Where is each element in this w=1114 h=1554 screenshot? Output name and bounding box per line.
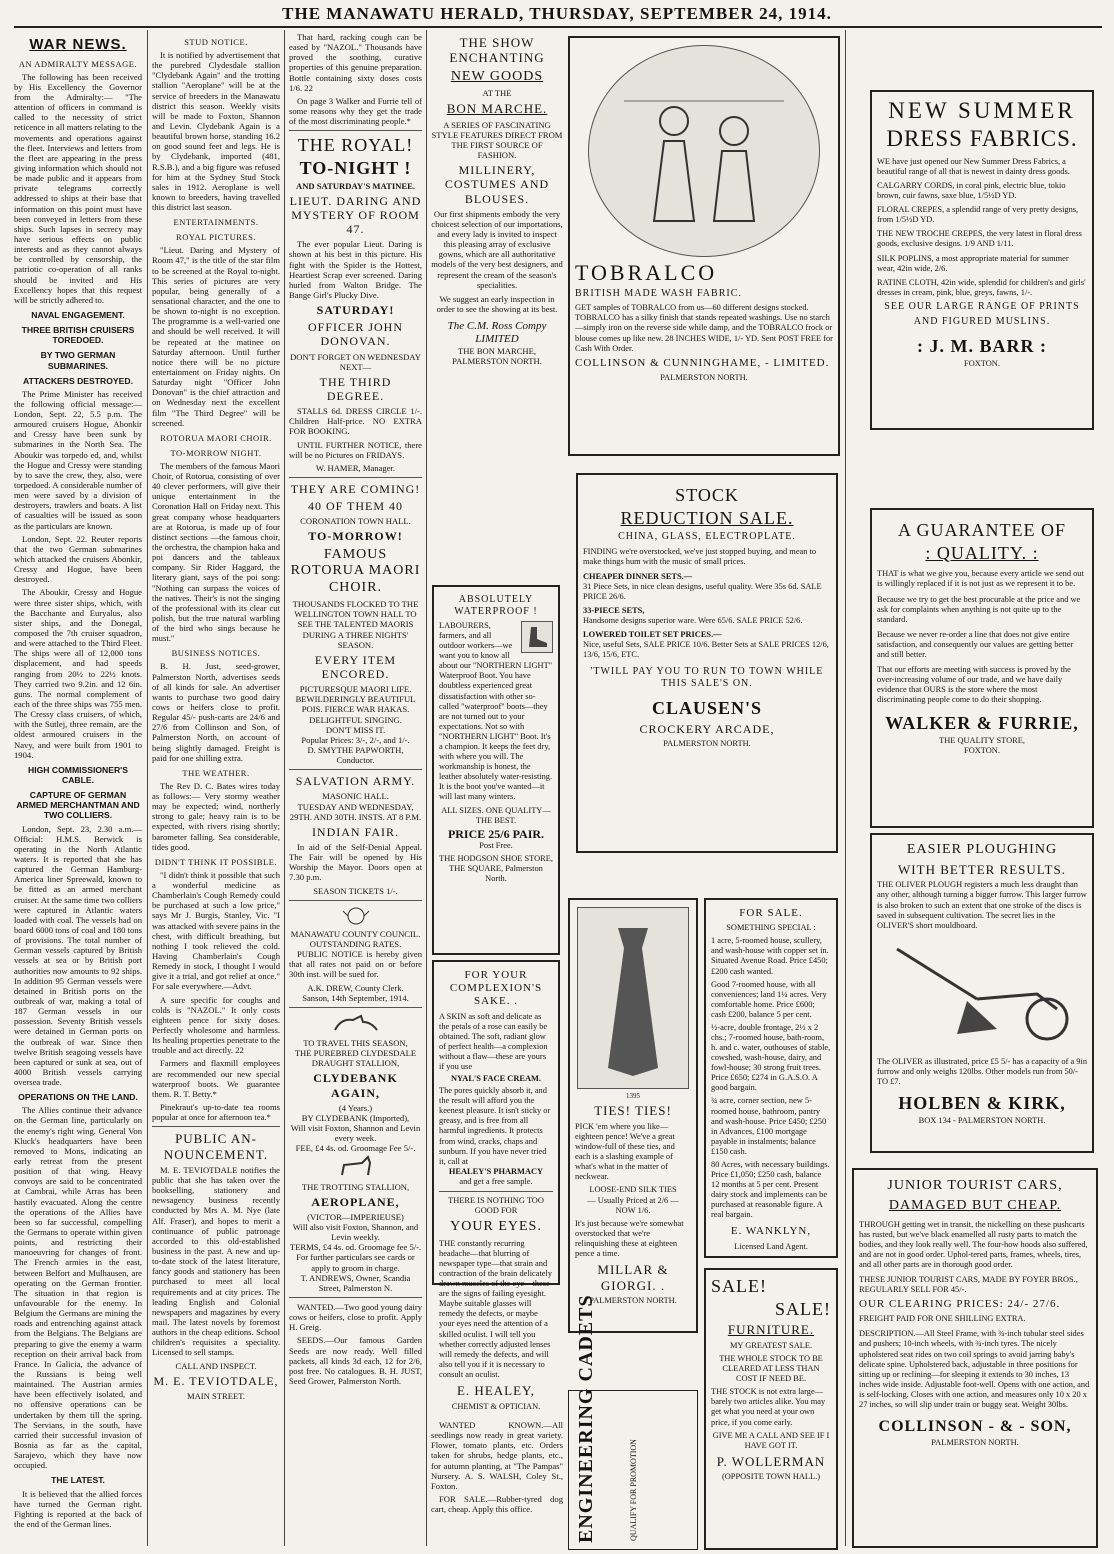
these-cars: THESE JUNIOR TOURIST CARS, MADE BY FOYER BROS., REGULARLY SELL FOR 45/-.: [859, 1274, 1078, 1295]
freight: FREIGHT PAID FOR ONE SHILLING EXTRA.: [859, 1314, 1026, 1324]
sanson-date: Sanson, 14th September, 1914.: [302, 992, 409, 1003]
cadets-sub: QUALIFY FOR PROMOTION: [629, 1439, 638, 1541]
tobralco-ad: [568, 36, 840, 456]
drew: A.K. DREW, County Clerk.: [307, 982, 404, 993]
whole-stock: THE WHOLE STOCK TO BE CLEARED AT LESS THAN COST IF NEED BE.: [719, 1354, 823, 1384]
saturday: SATURDAY!: [316, 303, 395, 318]
twill-pay: 'TWILL PAY YOU TO RUN TO TOWN WHILE THIS SALE'S ON.: [590, 666, 824, 690]
palmerston-north: PALMERSTON NORTH.: [589, 1296, 677, 1306]
smythe: D. SMYTHE PAPWORTH, Conductor.: [307, 745, 404, 766]
stud-heading: STUD NOTICE.: [184, 37, 248, 47]
box-134: BOX 134 - PALMERSTON NORTH.: [918, 1115, 1046, 1125]
stock-reduction-ad: [576, 473, 838, 853]
column-war-news: [14, 32, 142, 1548]
collinson-son: COLLINSON - & - SON,: [878, 1418, 1072, 1436]
walker-furrie: WALKER & FURRIE,: [885, 713, 1079, 734]
junior-tourist: JUNIOR TOURIST CARS,: [887, 1178, 1063, 1193]
officer-donovan: OFFICER JOHN DONOVAN.: [307, 320, 403, 349]
season-tickets: SEASON TICKETS 1/-.: [313, 885, 398, 896]
crest-icon: [289, 905, 422, 929]
waterproof-boot-ad: [432, 585, 560, 955]
wollerman: P. WOLLERMAN: [716, 1453, 826, 1469]
give-call: GIVE ME A CALL AND SEE IF I HAVE GOT IT.: [712, 1430, 830, 1450]
ties-title: TIES! TIES!: [594, 1103, 672, 1119]
masthead-rule: [14, 26, 1102, 28]
travel: TO TRAVEL THIS SEASON,: [303, 1038, 408, 1048]
e-healey: E. HEALEY,: [456, 1382, 535, 1398]
jm-barr: : J. M. BARR :: [917, 335, 1047, 356]
wanted-cows: WANTED.—Two good young dairy cows or heifers, close to profit. Apply H. Greig.: [289, 1302, 422, 1333]
dog-cart: FOR SALE.—Rubber-tyred dog cart, cheap. Apply this office.: [431, 1493, 563, 1515]
tourist-cars-ad: [852, 1168, 1098, 1548]
cadets-title: ENGINEERING CADETS: [575, 1294, 597, 1543]
ratine: RATINE CLOTH, 42in wide, splendid for children's and girls' dresses in cream, pink, blue, greys, fawns, 1/-.: [877, 277, 1086, 297]
tie-number: 1395: [626, 1092, 640, 1100]
forty: 40 OF THEM 40: [307, 499, 404, 514]
hodgson-store: THE HODGSON SHOE STORE, THE SQUARE, Palmerston North.: [439, 854, 553, 884]
divider: [289, 769, 422, 770]
war-news-heading: WAR NEWS.: [29, 36, 127, 53]
submarines-heading: BY TWO GERMAN SUBMARINES.: [40, 350, 116, 371]
daring-text: The ever popular Lieut. Daring is shown at his best in this picture. His fight with the Spider is the Hottest, Heartiest Scrap ever screened. Daring hurled from Walton Bridge. The Bange Girl's Plucky Dive.: [289, 239, 422, 300]
nyal-text: The pores quickly absorb it, and the result will afford you the keenest pleasure. It isn't sticky or greasy, and is free from all harmful ingredients. It protects from wind, cracks, chaps and sunburn. If you have never tried it, call at: [439, 1086, 551, 1166]
listing: 80 Acres, with necessary buildings. Price £1,050; £250 cash, balance 12 months at 5 per cent. Present dairy stock and implements can be purchased at reasonable figure. A real bargain.: [711, 1159, 830, 1220]
nothing-too-good: THERE IS NOTHING TOO GOOD FOR: [448, 1195, 544, 1215]
chemist: CHEMIST & OPTICIAN.: [451, 1401, 541, 1411]
now-price: NOW 1/6.: [615, 1205, 651, 1215]
nazol-text: A sure specific for coughs and colds is "NAZOL." It only costs eighteen pence for sixty doses. Perfectly wholesome and harmless. Its healing properties penetrate to the trouble and act directly. 22: [152, 994, 280, 1056]
land-agent: Licensed Land Agent.: [734, 1241, 808, 1251]
china-glass: CHINA, GLASS, ELECTROPLATE.: [618, 531, 796, 543]
your-eyes: YOUR EYES.: [450, 1219, 542, 1235]
finding-text: FINDING we're overstocked, we've just stopped buying, and mean to make things hum with the music of small prices.: [583, 547, 817, 567]
millinery: MILLINERY, COSTUMES AND BLOUSES.: [444, 163, 550, 206]
divider: [289, 477, 422, 478]
coming: THEY ARE COMING!: [290, 482, 421, 496]
maori-text: The members of the famous Maori Choir, of Rotorua, consisting of over 40 clever performers, will give their unique entertainment in the Coronation Hall on Friday next. This great company whose headquarters are at Rotorua, is made up of four distinct sections —the famous choir, the orchestra, the champion haka and poi dancers and the tableaux company. Sir Rider Haggard, the literary giant, says of the poi song: "Nothing can surpass the voices of the natives. Their's is not the singing of the professional with its clear cut polish, but the true natural warbling of the bird who sings because he must.": [152, 460, 280, 644]
horses-icon: [289, 1012, 422, 1038]
troche: THE NEW TROCHE CREPES, the very latest in floral dress goods, exclusive designs. 1/9 AND 1/11.: [877, 229, 1082, 249]
quality: : QUALITY. :: [925, 542, 1039, 563]
at-the: AT THE: [482, 88, 512, 99]
terms: TERMS, £4 4s. od. Groomage fee 5/-.: [289, 1242, 422, 1253]
capture-text: London, Sept. 23, 2.30 a.m.— Official: H.M.S. Berwick is operating in the North Atlantic waters. It is reported that she has captured the German Hamburg-America liner Spreewald, known to be fitted as an armed merchant cruiser. At the same time two colliers were captured in Atlantic waters loaded with coal. The vessels had on board 6000 tons of coal and 180 tons of provisions. The total number of German vessels captured by British vessels at sea or by British port authorities now amounts to 92 ships. In addition 95 German vessels were detained in British ports on the outbreak of war, making a total of 187 German vessels in our possession. Seventy British vessels were detained in German ports on the outbreak of war. Since then twelve British seagoing vessels have been captured or sunk at sea, out of 4000 British vessels carrying oversea trade.: [14, 823, 142, 1088]
tobralco-text: GET samples of TOBRALCO from us—60 different designs stocked. TOBRALCO has a silky finish that stands repeated washings. Use no starch—simply iron on the reverse side while damp, and the TOBRALCO frock or blouse comes up like new. 28 INCHES WIDE, 1/- YD. Sent POST FREE for Cash With Order.: [575, 303, 833, 353]
foxton: FOXTON.: [964, 746, 1000, 756]
divider: [289, 1297, 422, 1298]
piece-33-text: Handsome designs superior ware. Were 65/6. SALE PRICE 52/6.: [583, 615, 803, 625]
until-notice: UNTIL FURTHER NOTICE, there will be no Pictures on FRIDAYS.: [289, 439, 422, 460]
cough-text: That hard, racking cough can be eased by "NAZOL." Thousands have proved the soothing, curative properties of this genuine preparation. Bottle containing sixty doses costs 1/6. 22: [289, 32, 422, 93]
tea-text: Pinekraut's up-to-date tea rooms popular at once for afternoon tea.*: [152, 1101, 280, 1123]
dinner-sets: CHEAPER DINNER SETS.—: [583, 571, 693, 581]
daring-title: LIEUT. DARING AND MYSTERY OF ROOM 47.: [289, 193, 422, 237]
boot-price: PRICE 25/6 PAIR.: [447, 826, 545, 841]
dont-forget: DON'T FORGET ON WEDNESDAY NEXT—: [290, 351, 421, 372]
indian-fair: INDIAN FAIR.: [311, 824, 400, 839]
floral: FLORAL CREPES, a splendid range of very pretty designs, from 1/5½D YD.: [877, 205, 1079, 225]
bon-address: THE BON MARCHE, PALMERSTON NORTH.: [452, 346, 542, 367]
opposite-town-hall: (OPPOSITE TOWN HALL.): [721, 1472, 821, 1482]
fee-1: FEE, £4 4s. od. Groomage Fee 5/-.: [295, 1143, 416, 1154]
operations-text: The Allies continue their advance on the German line, particularly on the enemy's right wing. General Von Kluck's headquarters have been removed to Mons, indicating an early retreat from the present position of that wing. Heavy convoys are said to be concentrated at Cambrai, while Arras has been hastily evacuated. Along the centre the operations of the Allies have been so far successful, compelling the Germans to operate within given points, and restricting their manoeuvring for changes of front. The French armies in the east, between Belfort and Mulhausen, are operating on the German frontier. The situation in that region is unfavourable for the enemy. In Belgium the Germans are mining the roads and entrenching against attack from the Belgians. The Belgians are preparing to give the enemy a warm reception on their arrival back from France. In Galicia, the advance of the Russians is being well maintained. The Austrian armies have been effectively isolated, and no offensive operations can be undertaken by them till the spring. The Servians, in the south, have carried their successful invasion of Bosnia as far as the capital, Sarajevo, which they have now occupied.: [14, 1105, 142, 1471]
tomorrow-night-heading: TO-MORROW NIGHT.: [170, 447, 262, 458]
new-goods: NEW GOODS: [450, 68, 544, 84]
column-entertainment-ads: [289, 32, 422, 1548]
stalls: STALLS 6d. DRESS CIRCLE 1/-. Children Half-price. NO EXTRA FOR BOOKING.: [289, 406, 422, 437]
naval-heading: NAVAL ENGAGEMENT.: [31, 309, 125, 320]
foxton: FOXTON.: [964, 358, 1000, 368]
operations-heading: OPERATIONS ON THE LAND.: [18, 1092, 138, 1103]
furniture-sale-ad: [704, 1268, 838, 1550]
purebred: THE PUREBRED CLYDESDALE DRAUGHT STALLION,: [294, 1048, 417, 1069]
dress-fabrics: DRESS FABRICS.: [886, 126, 1078, 152]
column-rule: [426, 30, 427, 1546]
bon-marche: BON MARCHE.: [446, 101, 548, 117]
for-sale-title: FOR SALE.: [739, 907, 803, 919]
didnt-text: "I didn't think it possible that such a wonderful medicine as Chamberlain's Cough Remedy could be purchased at such a low price," says Mr J. Burgis, Stanley, Vic. "I was attacked with severe pains in the chest, with difficult breathing, but nothing I took relieved the cold. Having Chamberlain's Cough Remedy in stock, I thought I would give it a trial, and got relief at once." For sale everywhere.—Advt.: [152, 869, 280, 992]
cruisers-heading: THREE BRITISH CRUISERS TOREDOED.: [21, 325, 135, 346]
visit-1: Will visit Foxton, Shannon and Levin every week.: [290, 1123, 421, 1144]
naval-text: The Prime Minister has received the following official message:— London, Sept. 22, 5.5 p.m. The armoured cruisers Hogue, Abonkir and Cressy have been sunk by submarines in the North Sea. The Aboukir was torpedo ed, and, whilst the Hogue and Cressy were standing by to save the crew, they, also, were torpedoed. A considerable number of men were saved by a division of destroyers, trawlers and boats. A list of casualties will be issued as soon as the particulars are known.: [14, 388, 142, 531]
series: A SERIES OF FASCINATING STYLE FEATURES DIRECT FROM THE FIRST SOURCE OF FASHION.: [431, 119, 563, 161]
business-heading: BUSINESS NOTICES.: [171, 648, 261, 659]
palmerston-north: PALMERSTON NORTH.: [660, 372, 748, 382]
toilet-text: Nice, useful Sets, SALE PRICE 10/6. Better Sets at SALE PRICES 12/6, 13/6, 15/6, ETC.: [583, 640, 829, 660]
further: For further particulars see cards or apply to groom in charge.: [296, 1252, 415, 1273]
listing: Good 7-roomed house, with all conveniences; land 1¼ acres. Very comfortable home. Price £600; cash £200, balance 5 per cent.: [711, 979, 827, 1019]
see-our: SEE OUR LARGE RANGE OF PRINTS: [884, 300, 1080, 312]
stud-text: It is notified by advertisement that the purebred Clydesdale stallion "Clydebank Again" and the trotting stallion "Aeroplane" will be at the service of breeders in the Manawatu district this season. Weekly visits will be made to Foxton, Shannon and Levin. Clydebank Again is a beautiful brown horse, standing 16.2 on good sound feet and legs. He is by Clydebank, imported (481, R.S.B.), and a big figure was refused for him at the Sydney Stud Stock sales in 1912. Aeroplane is well known to breeders, having travelled this district last season.: [152, 50, 280, 213]
latest-heading: THE LATEST.: [51, 1475, 105, 1486]
boot-text: LABOURERS, farmers, and all outdoor workers—we want you to know all about our "NORTHERN LIGHT" Waterproof Boot. You have doubtless experienced great dissatisfaction with other so-called "waterproof" boots—they are not turned out to your expectations. Not so with "NORTHERN LIGHT" Boot. It's a champion. It keeps the feet dry, with where you will. The workmanship is honest, the leather absolutely water-resisting. It is the boot you've wanted—it will last many winters.: [439, 621, 553, 802]
guarantee-ad: [870, 508, 1094, 828]
piece-33: 33-PIECE SETS,: [583, 605, 645, 615]
quality-store: THE QUALITY STORE,: [939, 736, 1025, 745]
latest-text: It is believed that the allied forces have turned the German right. Fighting is reported at the back of the end of the German lines.: [14, 1488, 142, 1529]
children-illustration-icon: [588, 45, 820, 257]
silk: SILK POPLINS, a most appropriate material for summer wear, 42in wide, 2/6.: [877, 253, 1069, 273]
divider: [289, 900, 422, 901]
for-sale-ad: [704, 898, 838, 1258]
crockery-arcade: CROCKERY ARCADE,: [639, 721, 775, 736]
figured: AND FIGURED MUSLINS.: [913, 315, 1051, 327]
years: (4 Years.): [338, 1102, 373, 1113]
listing: 1 acre, 5-roomed house, scullery, and wash-house with copper set in. Situated Avenue Road. Price £450; £200 cash wanted.: [711, 936, 829, 976]
oliver-caption: The OLIVER as illustrated, price £5 5/- has a capacity of a 9in furrow and only weighs 120lbs. Other models run from 50/- TO £7.: [877, 1056, 1088, 1086]
oliver-text: THE OLIVER PLOUGH registers a much less draught than any other, although turning a bigger furrow. This larger furrow is also broken to such an extent that one stroke of the discs is saved in subsequent cultivation. The secret lies in the OLIVER'S short mouldboard.: [877, 880, 1087, 930]
absolutely-waterproof: ABSOLUTELY WATERPROOF !: [454, 594, 538, 617]
victor: (VICTOR—IMPERIEUSE): [307, 1211, 404, 1222]
salvation-army: SALVATION ARMY.: [295, 774, 416, 789]
thousands: THOUSANDS FLOCKED TO THE WELLINGTON TOWN HALL TO SEE THE TALENTED MAORIS DURING A THREE NIGHTS' SEASON.: [292, 599, 419, 650]
usually-priced: — Usually Priced at 2/6 —: [587, 1195, 679, 1205]
royal-text: "Lieut. Daring and Mystery of Room 47," is the title of the star film to be screened at the Royal to-night. This series of pictures are very popular, being generally of a sensational character, and the one to be shown to-night is no exception. The programme is a well-varied one and should be well received. It will be repeated at the matinee on Saturday afternoon. Until further notice there will be no picture entertainment on Friday nights. On Saturday night "Officer John Donovan" is the chief attraction and on Wednesday next the excellent film "The Third Degree" will be screened.: [152, 245, 280, 428]
guarantee-text: Because we try to get the best procurable at the price and we ask for complaints when anything is not quite up to the standard.: [877, 594, 1081, 624]
stock-text: THE STOCK is not extra large—barely two articles alike. You may get what you need at your own price, if you come early.: [711, 1387, 826, 1427]
oliver-plough-ad: [870, 833, 1094, 1153]
divider: [439, 1191, 553, 1192]
holben-kirk: HOLBEN & KIRK,: [898, 1093, 1066, 1114]
attackers-heading: ATTACKERS DESTROYED.: [23, 375, 133, 386]
horse-icon: [289, 1153, 422, 1181]
andrews: T. ANDREWS, Owner, Scandia Street, Palmerston N.: [300, 1272, 411, 1293]
hc-cable-heading: HIGH COMMISSIONER'S CABLE.: [28, 764, 128, 785]
capture-heading: CAPTURE OF GERMAN ARMED MERCHANTMAN AND TWO COLLIERS.: [16, 790, 140, 821]
furniture: FURNITURE.: [727, 1322, 815, 1338]
ties-ad: [568, 898, 698, 1333]
trotting: THE TROTTING STALLION,: [301, 1181, 410, 1192]
royal-pictures-heading: ROYAL PICTURES.: [176, 232, 256, 243]
admiralty-heading: AN ADMIRALTY MESSAGE.: [18, 58, 138, 69]
ross-logo: The C.M. Ross Compy LIMITED: [447, 320, 547, 346]
greatest-sale: MY GREATEST SALE.: [729, 1340, 813, 1350]
wanted-known: WANTED KNOWN.—All seedlings now ready in great variety. Flower, tomato plants, etc. Orders taken for shrubs, hedge plants, etc., for autumn planting, at "The Pampas" Nursery. A. S. WALSH, Coley St., Foxton.: [431, 1420, 563, 1491]
through-text: THROUGH getting wet in transit, the nickelling on these pushcarts has rusted, but we've black enamelled all rusty parts to match the bodies, and they look really well. The four-how hoods also suffered, and are not in good order. Uphol-tered parts, frames, wheels, tires, and all other parts are in thorough good order.: [859, 1219, 1088, 1269]
all-sizes: ALL SIZES. ONE QUALITY—THE BEST.: [441, 806, 551, 826]
third-degree: THE THIRD DEGREE.: [319, 374, 392, 403]
collinson-cunninghame: COLLINSON & CUNNINGHAME, - LIMITED.: [575, 356, 830, 369]
announcement-text: M. E. TEVIOTDALE notifies the public that she has taken over the bookselling, stationery and newsagency business recently conducted by Mrs A. M. Nye (late Alf. Fraser), and hopes to merit a continuance of public patronage accorded to this old-established business in the past. A new and up-to-date stock of the latest literature, fancy goods and stationery has been purchased to meet all local requirements and at city prices. The leading English and Colonial newspapers and magazines by every mail. The latest novels by foremost authors in the cheap editions. School children's requisites a speciality. Licensed to sell stamps.: [152, 1164, 280, 1358]
reduction-sale: REDUCTION SALE.: [620, 507, 794, 528]
complexion-ad: [432, 960, 560, 1411]
aeroplane: AEROPLANE,: [311, 1194, 400, 1209]
eyes-text: THE constantly recurring headache—that blurring of newspaper type—that strain and contraction of the brain delicately drawn muscles of the eye—these are the signs of failing eyesight. Maybe suitable glasses will remedy the defects, or maybe your eyes need the attention of a skilled oculist. I will tell you whether correctly adjusted lenses will remedy the defects, and will also tell you if it is necessary to consult an oculist.: [439, 1238, 553, 1379]
millinery-text: Our first shipments embody the very choicest selection of our importations, and every lady is invited to inspect this pleasing array of exclusive gowns, which are all authoritative models of the very best designers, and represent the cream of the season's specialities.: [431, 208, 563, 290]
naval-text: The Aboukir, Cressy and Hogue were three sister ships, which, with the Bacchante and Euryalus, also sister ships, and the Donegal, composed the 7th cruiser squadron, and were attached to the Third Fleet. The ships were all of 12,000 tons displacement, and had speeds ranging from 20½ to 22½ knots. They carried two 9.2in. and 12 6in. guns. The normal complement of each of the three ships was 755 men. The Cressy class cruisers, of which, with the Sutlej, three remain, are the oldest armoured cruisers in the Navy, and were built from 1901 to 1904.: [14, 587, 142, 760]
better-results: WITH BETTER RESULTS.: [898, 861, 1066, 877]
entertainments-heading: ENTERTAINMENTS.: [173, 217, 259, 228]
masonic-hall: MASONIC HALL.: [322, 791, 389, 802]
hamer-manager: W. HAMER, Manager.: [315, 462, 396, 473]
free-sample: and get a free sample.: [459, 1176, 533, 1186]
maori-choir-heading: ROTORUA MAORI CHOIR.: [160, 432, 272, 443]
famous-choir: FAMOUS ROTORUA MAORI CHOIR.: [290, 546, 421, 595]
clearing-prices: OUR CLEARING PRICES: 24/- 27/6.: [859, 1298, 1061, 1311]
walker-text: On page 3 Walker and Furrie tell of some reasons why they get the trade of the most discriminating people.*: [289, 95, 422, 127]
wanklyn: E. WANKLYN,: [730, 1225, 812, 1238]
coronation-hall: CORONATION TOWN HALL.: [300, 516, 411, 527]
farmers-text: Farmers and flaxmill employees are recommended our new special waterproof boots. We guarantee them. R. T. Betty.*: [152, 1058, 280, 1099]
business-text: B. H. Just, seed-grower, Palmerston North, advertises seeds of all kinds for sale. An advertiser wants to purchase two good dairy cows or heifers close to profit. Regular 45/- push-carts are 24/6 and 27/6 from Collinson and Son, of Palmerston North, on account of being slightly damaged. Freight is paid for one shilling extra.: [152, 661, 280, 763]
ties-text-2: It's just because we're somewhat overstocked that we're relinquishing these at eighteen pence a time.: [575, 1218, 684, 1258]
toilet-sets: LOWERED TOILET SET PRICES.—: [583, 629, 722, 639]
column-rule: [845, 30, 846, 1546]
didnt-think-heading: DIDN'T THINK IT POSSIBLE.: [154, 856, 278, 867]
dinner-text: 31 Piece Sets, in nice clean designs, useful quality. Were 35s 6d. SALE PRICE 26/6.: [583, 581, 822, 601]
loose-end: LOOSE-END SILK TIES: [589, 1185, 677, 1195]
sale-1: SALE!: [711, 1276, 767, 1296]
main-street: MAIN STREET.: [186, 1390, 246, 1401]
post-free: Post Free.: [479, 840, 513, 850]
boot-icon: [521, 621, 553, 653]
damaged-cheap: DAMAGED BUT CHEAP.: [888, 1197, 1062, 1213]
complexion-title: FOR YOUR COMPLEXION'S SAKE. .: [449, 969, 543, 1008]
fair-dates: TUESDAY AND WEDNESDAY, 29TH. AND 30TH. INSTS. AT 8 P.M.: [289, 801, 422, 822]
divider: [289, 130, 422, 131]
by-clydebank: BY CLYDEBANK (Imported),: [301, 1112, 410, 1123]
show-enchanting: THE SHOW ENCHANTING: [449, 35, 545, 66]
guarantee-text: That our efforts are meeting with success is proved by the over-increasing volume of our trade, and we have daily evidence that OURS is the store where the most discriminating people come to do their shopping.: [877, 665, 1071, 705]
rates-heading: OUTSTANDING RATES.: [309, 939, 402, 950]
guarantee-text: THAT is what we give you, because every article we send out is willingly replaced if it is not just as we represent it to be.: [877, 569, 1084, 589]
council-name: MANAWATU COUNTY COUNCIL.: [290, 928, 421, 939]
new-summer: NEW SUMMER: [888, 98, 1076, 123]
rates-text: PUBLIC NOTICE is hereby given that all rates not paid on or before 30th inst. will be sued for.: [289, 949, 422, 980]
tie-illustration-icon: [577, 907, 689, 1089]
column-rule: [284, 30, 285, 1546]
listing: ½-acre, double frontage, 2½ x 2 chs.; 7-roomed house, bath-room, h. and c. water, outhouses of stable, cowshed, wash-house, dairy, and fowl-house; 30 strong fruit trees. Price £650; £274 in G.A.S.O. A good bargain.: [711, 1022, 831, 1093]
listing: ¾ acre, corner section, new 5-roomed house, bathroom, pantry and wash-house. Price £450; £250 in Advances, £100 mortgage payable in instalments; balance £150 cash.: [711, 1096, 827, 1156]
palmerston-north: PALMERSTON NORTH.: [931, 1438, 1019, 1448]
column-notices: [152, 32, 280, 1548]
column-4-classifieds: [431, 1420, 563, 1550]
indian-text: In aid of the Self-Denial Appeal. The Fair will be opened by His Worship the Mayor. Doors open at 7.30 p.m.: [289, 842, 422, 883]
column-rule: [147, 30, 148, 1546]
matinee: AND SATURDAY'S MATINEE.: [296, 180, 415, 191]
weather-text: The Rev D. C. Bates wires today as follows:— Very stormy weather may be expected; wind, northerly strong to gale; heavy rain is to be expected, with rivers rising shortly; barometer falling. Sea considerable, tides good.: [152, 780, 280, 852]
call-inspect: CALL AND INSPECT.: [175, 1360, 257, 1371]
suggest: We suggest an early inspection in order to see the showing at its best.: [436, 293, 558, 314]
british-made: BRITISH MADE WASH FABRIC.: [575, 288, 742, 300]
fabrics-intro: WE have just opened our New Summer Dress Fabrics, a beautiful range of all that is newest in dainty dress goods.: [877, 156, 1070, 176]
pics: PICTURESQUE MAORI LIFE. BEWILDERINGLY BEAUTIFUL POIS. FIERCE WAR HAKAS. DELIGHTFUL SINGING.: [295, 684, 416, 725]
healeys-pharmacy: HEALEY'S PHARMACY: [448, 1166, 544, 1176]
dress-fabrics-ad: [870, 90, 1094, 430]
divider: [289, 1007, 422, 1008]
royal-title: THE ROYAL!: [297, 135, 414, 156]
stock-title: STOCK: [675, 485, 739, 505]
guarantee-title: A GUARANTEE OF: [897, 520, 1066, 540]
clydebank-again: CLYDEBANK AGAIN,: [313, 1071, 398, 1100]
easier-ploughing: EASIER PLOUGHING: [906, 842, 1058, 857]
teviotdale-name: M. E. TEVIOTDALE,: [153, 1373, 279, 1388]
naval-text: London, Sept. 22. Reuter reports that the two German submarines which attacked the cruisers Abonkir, Cressy and Hogue, have been destroyed.: [14, 533, 142, 585]
clausens: CLAUSEN'S: [651, 698, 763, 719]
admiralty-text: The following has been received by His Excellency the Governor from the Admiralty:— "The attention of officers in command is called to the necessity of strict reticence in all matters relating to the movements and operations against the fleet. Interviews and letters from the fleet are appearing in the press giving information which should not be made public and it appears from private telegrams correctly addressed to ships at their base that information on this point must have been conveyed in letters from these ships. Such lapses in secrecy may have serious effects on public interests and as they cannot always be controlled by censorship, the patriotic co-operation of all ranks should be invited and His Excellency hopes that this request will be strictly adhered to.: [14, 71, 142, 305]
tobralco-title: TOBRALCO: [575, 260, 718, 285]
dont-miss: DON'T MISS IT.: [325, 724, 386, 735]
seeds: SEEDS.—Our famous Garden Seeds are now ready. Well filled packets, all kinds 3d each, 12 for 2/6, post free. No catalogues. B. H. JUST, Seed Grower, Palmerston North.: [289, 1335, 422, 1386]
public-announcement-title: PUBLIC AN- NOUNCEMENT.: [163, 1131, 269, 1162]
calgarry: CALGARRY CORDS, in coral pink, electric blue, tokio brown, cuir fawns, saxe blue, 1/5½D YD.: [877, 181, 1066, 201]
palmerston-north: PALMERSTON NORTH.: [663, 739, 751, 749]
sale-2: SALE!: [775, 1298, 831, 1319]
guarantee-text: Because we never re-order a line that does not give entire satisfaction, and consequently our values are getting better and still better.: [877, 629, 1074, 659]
description: DESCRIPTION.—All Steel Frame, with ¾-inch tubular steel sides and pushers; 10-inch wheels, with ¾-inch tyres. The nicely upholstered seat rides on two coil springs to avoid jarring baby's delicate spine. Upholstered back, adjustable in three positions for sitting up or reclining—for sleeping it extends to 30 inches, 13 inches wide inside. Adjustable foot-well. Opens with one action, and is self-locking. Closes with one action, and measures only 10 x 20 x 27 inches, so will slip under train or buggy seat. Weight 30lbs.: [859, 1329, 1090, 1409]
weather-heading: THE WEATHER.: [182, 767, 250, 778]
tonight: TO-NIGHT !: [299, 157, 412, 178]
nyal-cream: NYAL'S FACE CREAM.: [450, 1074, 542, 1084]
every-item: EVERY ITEM ENCORED.: [314, 652, 397, 682]
ties-text: PICK 'em where you like—eighteen pence! We've a great window-full of these ties, and each is a slashing example of what's what in the matter of neckwear.: [575, 1121, 675, 1182]
popular-prices: Popular Prices: 3/-, 2/-, and 1/-.: [301, 734, 410, 745]
plough-illustration-icon: [887, 934, 1077, 1054]
millar-giorgi: MILLAR & GIORGI. .: [597, 1262, 669, 1293]
masthead: THE MANAWATU HERALD, THURSDAY, SEPTEMBER 24, 1914.: [282, 4, 832, 23]
divider: [152, 1126, 280, 1127]
visit-2: Will also visit Foxton, Shannon, and Levin weekly.: [292, 1222, 419, 1243]
tomorrow: TO-MORROW!: [308, 529, 403, 544]
complexion-text: A SKIN as soft and delicate as the petals of a rose can easily be obtained. The soft, radiant glow of perfect health—a complexion without a flaw—these are yours if you use: [439, 1011, 548, 1071]
something-special: SOMETHING SPECIAL :: [726, 923, 816, 933]
